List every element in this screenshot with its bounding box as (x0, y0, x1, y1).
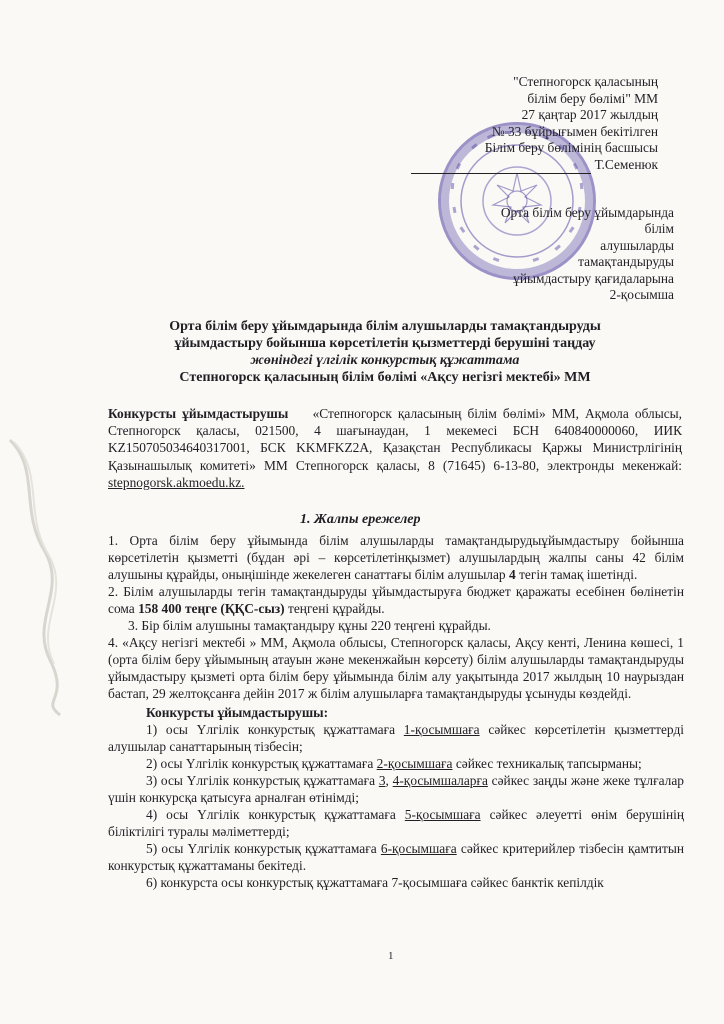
annex-line: ұйымдастыру қағидаларына (513, 270, 674, 286)
organizer-paragraph (108, 405, 682, 491)
organizer-email-link[interactable]: stepnogorsk.akmoedu.kz. (108, 474, 245, 490)
title-line: Степногорск қаласының білім бөлімі «Ақсу негізгі мектебі» ММ (179, 370, 591, 385)
approval-line: № 33 бұйрығымен бекітілген (491, 123, 658, 139)
annex-link[interactable]: 2-қосымшаға (376, 756, 453, 771)
organizer-subheading: Конкурсты ұйымдастырушы: (146, 705, 329, 720)
list-item-text: 2) осы Үлгілік конкурстық құжаттамаға (146, 756, 374, 771)
document-title (90, 318, 680, 386)
annex-reference (434, 205, 674, 303)
list-item (108, 772, 684, 806)
paragraph-2 (108, 583, 684, 617)
annex-line: Орта білім беру ұйымдарында (500, 205, 674, 220)
list-item-text: , (385, 773, 389, 788)
section-body (108, 532, 684, 891)
paragraph-4: 4. «Ақсу негізгі мектебі » ММ, Ақмола облысы, Степногорск қаласы, Ақсу кенті, Ленина көшесі, 1 (орта білім беру ұйымының атауын және мекенжайын көрсету) білім алушыларды тамақтандыруды ұйымдастыру қызметі орта білім беру ұйымында білім алу уақытында 2017 жылдың 10 наурыздан бастап, 29 желтоқсанға дейін 2017 ж білім алушыларға тамақтандыруды ұсынуды көздейді. (108, 635, 684, 701)
title-line: жөніндегі үлгілік конкурстық құжаттама (250, 353, 520, 368)
signature-underline (411, 173, 591, 174)
annex-line: білім (644, 221, 674, 237)
list-item (108, 806, 684, 840)
list-item-text: сәйкес критерийлер тізбесін қамтитын конкурстық құжаттаманы бекітеді. (108, 841, 684, 873)
paragraph-text: 1. Орта білім беру ұйымында білім алушыларды тамақтандырудыұйымдастыру бойынша көрсетілетін қызметті (бұдан әрі – көрсетілетінқызмет) алушылардың жалпы саны 42 білім алушыны құрайды, оныңішінде жекелеген санаттағы білім алушылар (108, 533, 684, 582)
paragraph-text: тегін тамақ ішетінді. (519, 567, 638, 582)
annex-line: тамақтандыруды (578, 254, 674, 270)
list-item-text: 3) осы Үлгілік конкурстық құжаттамаға (146, 773, 376, 788)
approval-line: білім беру бөлімі" ММ (527, 90, 658, 106)
list-item-text: 1) осы Үлгілік конкурстық құжаттамаға (146, 722, 396, 737)
list-item (108, 755, 684, 772)
list-item-text: сәйкес техникалық тапсырманы; (455, 756, 642, 771)
title-line: ұйымдастыру бойынша көрсетілетін қызметтерді берушіні таңдау (174, 336, 596, 351)
signature-line (358, 157, 658, 174)
section-heading: 1. Жалпы ережелер (300, 512, 421, 527)
list-item-text: 4) осы Үлгілік конкурстық құжаттамаға (146, 807, 396, 822)
annex-line: алушыларды (600, 237, 674, 253)
approval-line: 27 қаңтар 2017 жылдың (521, 107, 658, 123)
paragraph-3: 3. Бір білім алушыны тамақтандыру құны 220 теңгені құрайды. (128, 618, 491, 633)
paragraph-text: 2. Білім алушыларды тегін тамақтандыруды ұйымдастыруға бюджет қаражаты есебінен бөлінетін сома (108, 584, 684, 616)
list-item (108, 721, 684, 755)
annex-link[interactable]: 3 (378, 773, 386, 788)
title-line: Орта білім беру ұйымдарында білім алушыларды тамақтандыруды (169, 319, 601, 334)
approval-block (358, 74, 658, 174)
list-item: 6) конкурста осы конкурстық құжаттамаға 7-қосымшаға сәйкес банктік кепілдік (146, 875, 604, 890)
list-item-text: сәйкес көрсетілетін қызметтерді алушылар санаттарының тізбесін; (108, 722, 684, 754)
list-item-text: 5) осы Үлгілік конкурстық құжаттамаға (146, 841, 377, 856)
list-item-text: сәйкес заңды және жеке тұлғалар үшін конкурсқа қатысуға арналған өтінімді; (108, 773, 684, 805)
approval-line: Білім беру бөлімінің басшысы (484, 140, 658, 156)
organizer-text: «Степногорск қаласының білім бөлімі» ММ, Ақмола облысы, Степногорск қаласы, 021500, 4 шағынаудан, 1 мекемесі БСН 640840000060, ИИК KZ150705034640317001, БСК KKMFKZ2A, Қазақстан Республикасы Қаржы Министрлігінің Қазынашылық комитеті» ММ Степногорск қаласы, 8 (71645) 6-13-80, электронды мекенжай: (108, 406, 683, 473)
binding-string-image (0, 430, 72, 720)
list-item-text: сәйкес әлеуетті өнім берушінің біліктілігі туралы мәліметтерді; (108, 807, 684, 839)
organizer-label: Конкурсты ұйымдастырушы (108, 406, 289, 421)
signatory-name: Т.Семенюк (594, 156, 658, 172)
budget-sum: 158 400 теңге (ҚҚС-сыз) (138, 601, 285, 616)
free-meal-count: 4 (509, 567, 516, 582)
approval-line: "Степногорск қаласының (513, 74, 658, 89)
annex-link[interactable]: 5-қосымшаға (404, 807, 481, 822)
page-number: 1 (388, 950, 394, 962)
annex-link[interactable]: 1-қосымшаға (403, 722, 480, 737)
list-item (108, 840, 684, 874)
annex-link[interactable]: 6-қосымшаға (380, 841, 457, 856)
annex-number: 2-қосымша (609, 287, 674, 303)
annex-link[interactable]: 4-қосымшаларға (392, 773, 488, 788)
paragraph-1 (108, 532, 684, 583)
paragraph-text: теңгені құрайды. (287, 601, 385, 616)
